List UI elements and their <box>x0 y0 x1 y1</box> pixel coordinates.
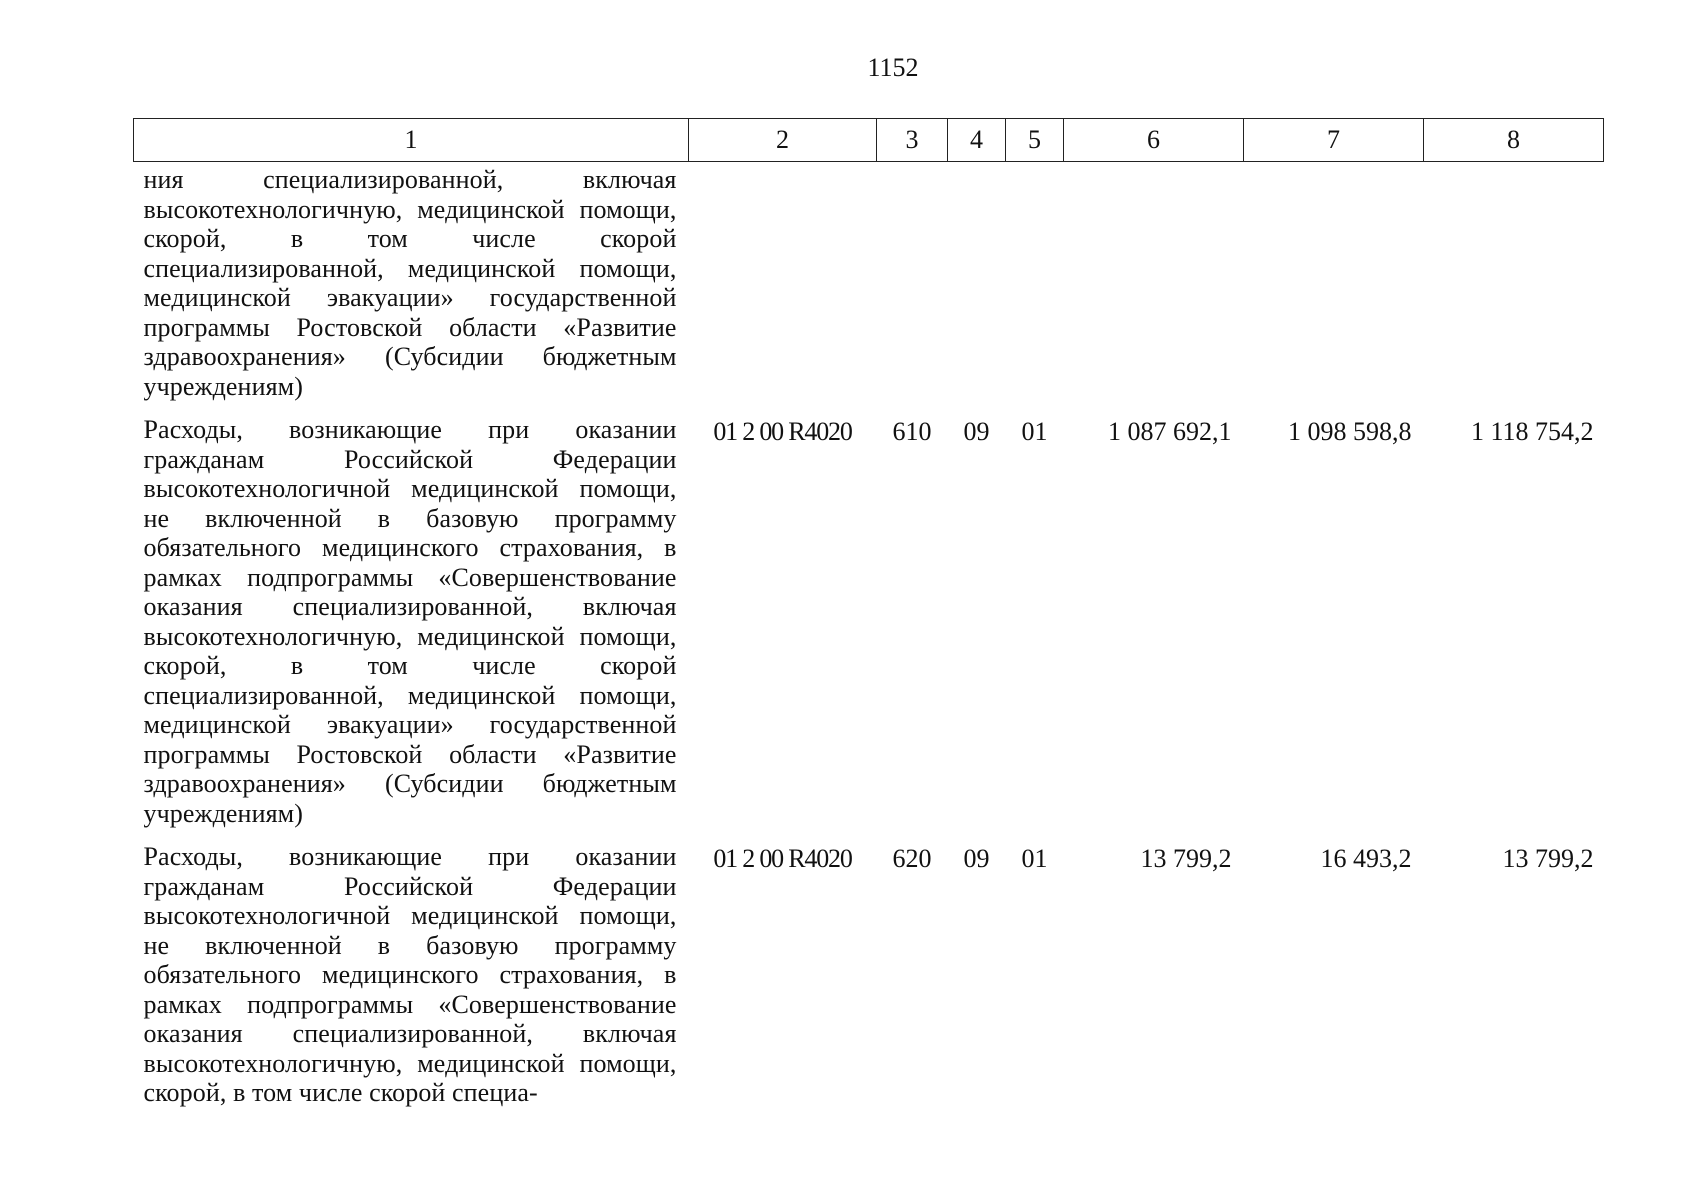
row-amount-col7: 1 098 598,8 <box>1288 417 1412 446</box>
row-description: Расходы, возникающие при оказании гражданам Российской Федерации высокотехнологичной медицинской помощи, не включенной в базовую программу обязательного медицинского страхования, в рамках подпрограммы «Совершенствование оказания специализированной, включая высокотехнологичную, медицинской помощи, скорой, в том числе скорой специализированной, медицинской помощи, медицинской эвакуации» государственной программы Ростовской области «Развитие здравоохранения» (Субсидии бюджетным учреждениям) <box>143 415 677 828</box>
row-section <box>948 162 1006 413</box>
row-amount-col8: 1 118 754,2 <box>1470 417 1594 446</box>
header-col-3: 3 <box>877 119 948 162</box>
row-amount-col8: 13 799,2 <box>1502 844 1594 873</box>
header-col-8: 8 <box>1424 119 1604 162</box>
row-amount-col6: 13 799,2 <box>1140 844 1232 873</box>
row-expense-type: 610 <box>892 417 932 446</box>
row-amount-col7: 16 493,2 <box>1320 844 1412 873</box>
row-expense-type: 620 <box>892 844 932 873</box>
row-description: ния специализированной, включая высокотехнологичную, медицинской помощи, скорой, в том числе скорой специализированной, медицинской помощи, медицинской эвакуации» государственной программы Ростовской области «Развитие здравоохранения» (Субсидии бюджетным учреждениям) <box>143 165 677 401</box>
table-header-row <box>134 119 1604 162</box>
row-subsection: 01 <box>1021 417 1048 446</box>
row-amount-col7 <box>1244 162 1424 413</box>
row-section: 09 <box>963 844 990 873</box>
row-code <box>689 162 877 413</box>
row-description: Расходы, возникающие при оказании гражданам Российской Федерации высокотехнологичной медицинской помощи, не включенной в базовую программу обязательного медицинского страхования, в рамках подпрограммы «Совершенствование оказания специализированной, включая высокотехнологичную, медицинской помощи, скорой, в том числе скорой специа- <box>143 842 677 1107</box>
header-col-2: 2 <box>689 119 877 162</box>
budget-table <box>133 118 1604 1119</box>
header-col-6: 6 <box>1064 119 1244 162</box>
row-section: 09 <box>963 417 990 446</box>
row-subsection: 01 <box>1021 844 1048 873</box>
header-col-1: 1 <box>134 119 689 162</box>
row-subsection <box>1006 162 1064 413</box>
header-col-7: 7 <box>1244 119 1424 162</box>
header-col-4: 4 <box>948 119 1006 162</box>
page-number: 1152 <box>867 53 919 82</box>
header-col-5: 5 <box>1006 119 1064 162</box>
table-row <box>134 839 1604 1119</box>
row-amount-col6 <box>1064 162 1244 413</box>
row-code: 01 2 00 R4020 <box>713 844 852 873</box>
row-amount-col8 <box>1424 162 1604 413</box>
table-row <box>134 162 1604 413</box>
row-expense-type <box>877 162 948 413</box>
table-row <box>134 412 1604 839</box>
row-code: 01 2 00 R4020 <box>713 417 852 446</box>
row-amount-col6: 1 087 692,1 <box>1108 417 1232 446</box>
